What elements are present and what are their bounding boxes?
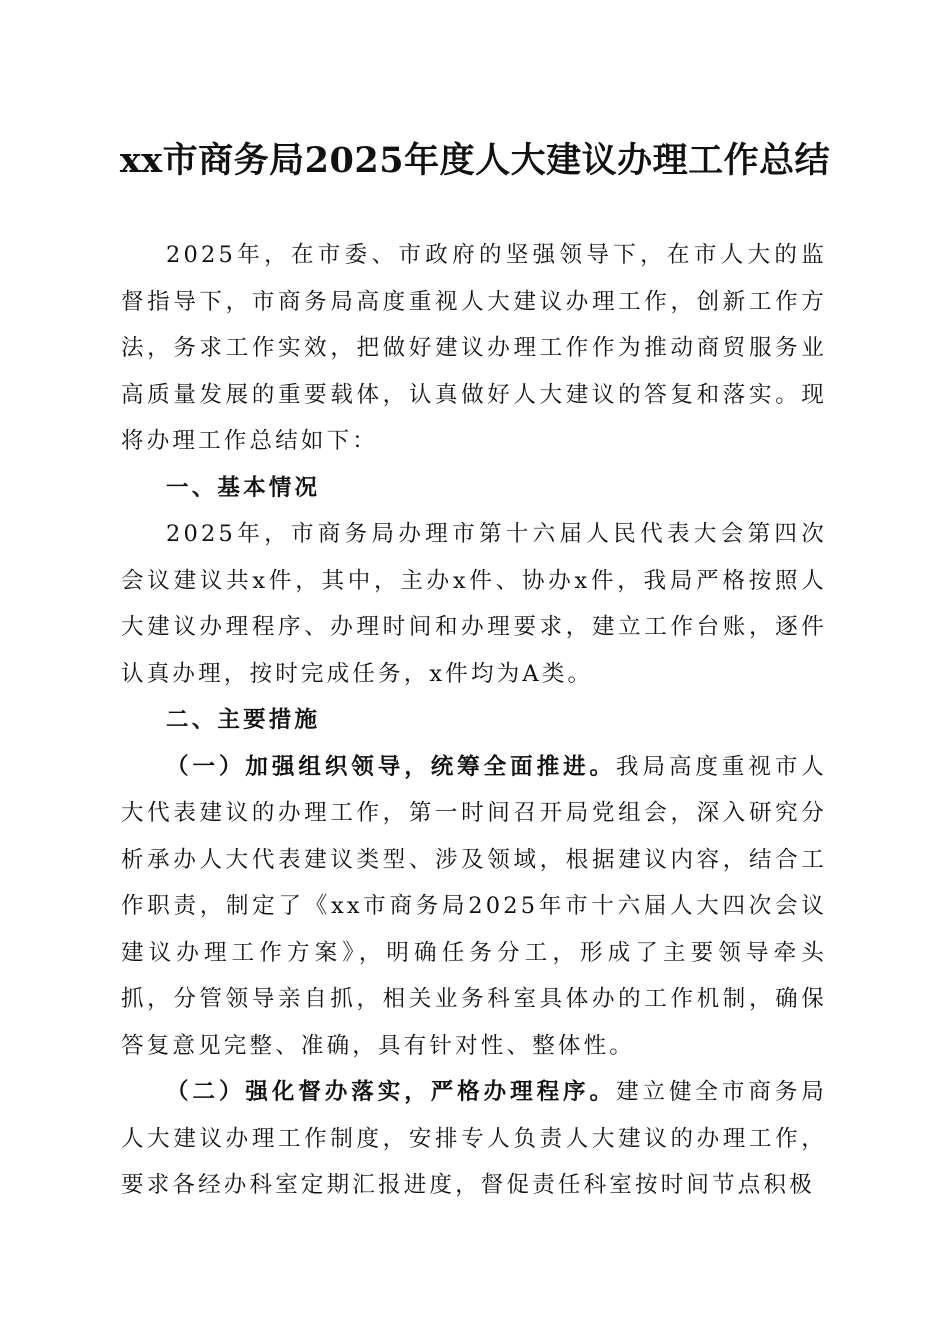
- measure-paragraph-1: [121, 744, 827, 1070]
- measure-text-2: 建立健全市商务局人大建议办理工作制度，安排专人负责人大建议的办理工作，要求各经办科室定期汇报进度，督促责任科室按时间节点积极: [121, 1079, 827, 1198]
- document-title: xx市商务局2025年度人大建议办理工作总结: [119, 140, 831, 181]
- section-heading-basic-situation: 一、基本情况: [166, 474, 321, 501]
- basic-situation-paragraph: 2025年，市商务局办理市第十六届人民代表大会第四次会议建议共x件，其中，主办x件、协办x件，我局严格按照人大建议办理程序、办理时间和办理要求，建立工作台账，逐件认真办理，按时完成任务，x件均为A类。: [121, 521, 827, 687]
- section-heading-main-measures: 二、主要措施: [166, 707, 321, 733]
- measure-lead-2: （二）强化督办落实，严格办理程序。: [166, 1079, 616, 1105]
- document-body: [121, 232, 827, 1209]
- measure-text-1: 我局高度重视市人大代表建议的办理工作，第一时间召开局党组会，深入研究分析承办人大代表建议类型、涉及领域，根据建议内容，结合工作职责，制定了《xx市商务局2025年市十六届人大四次会议建议办理工作方案》，明确任务分工，形成了主要领导牵头抓，分管领导亲自抓，相关业务科室具体办的工作机制，确保答复意见完整、准确，具有针对性、整体性。: [121, 753, 827, 1059]
- intro-paragraph: 2025年，在市委、市政府的坚强领导下，在市人大的监督指导下，市商务局高度重视人大建议办理工作，创新工作方法，务求工作实效，把做好建议办理工作作为推动商贸服务业高质量发展的重要载体，认真做好人大建议的答复和落实。现将办理工作总结如下：: [121, 242, 827, 454]
- measure-paragraph-2: [121, 1069, 827, 1209]
- measure-lead-1: （一）加强组织领导，统筹全面推进。: [166, 753, 616, 780]
